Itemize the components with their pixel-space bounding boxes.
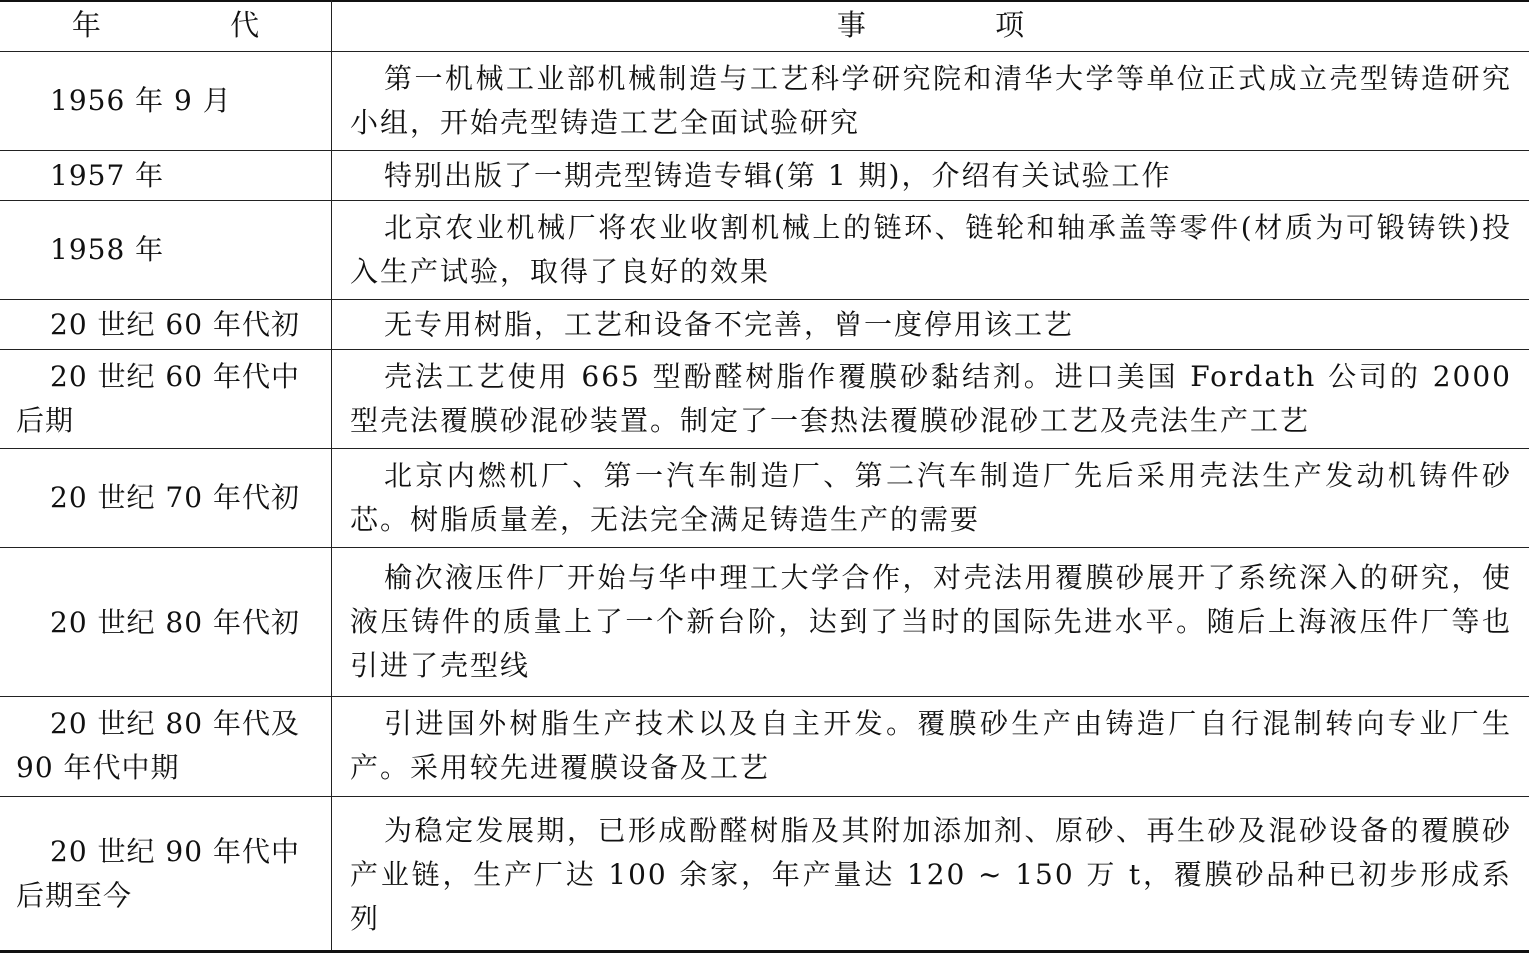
event-cell: 特别出版了一期壳型铸造专辑(第 1 期)，介绍有关试验工作 <box>384 159 1172 192</box>
event-cell: 引进国外树脂生产技术以及自主开发。覆膜砂生产由铸造厂自行混制转向专业厂生产。采用较先进覆膜设备及工艺 <box>350 707 1512 784</box>
period-cell: 1956 年 9 月 <box>50 84 232 117</box>
period-cell: 1957 年 <box>50 159 165 192</box>
period-cell: 20 世纪 70 年代初 <box>50 481 300 514</box>
event-cell: 为稳定发展期，已形成酚醛树脂及其附加添加剂、原砂、再生砂及混砂设备的覆膜砂产业链，生产厂达 100 余家，年产量达 120 ~ 150 万 t，覆膜砂品种已初步形成系列 <box>350 814 1512 935</box>
event-cell: 壳法工艺使用 665 型酚醛树脂作覆膜砂黏结剂。进口美国 Fordath 公司的 2000 型壳法覆膜砂混砂装置。制定了一套热法覆膜砂混砂工艺及壳法生产工艺 <box>350 360 1512 437</box>
period-cell: 20 世纪 60 年代初 <box>50 308 300 341</box>
period-cell: 20 世纪 80 年代及 90 年代中期 <box>16 707 300 784</box>
event-cell: 无专用树脂，工艺和设备不完善，曾一度停用该工艺 <box>384 308 1075 341</box>
event-cell: 北京内燃机厂、第一汽车制造厂、第二汽车制造厂先后采用壳法生产发动机铸件砂芯。树脂质量差，无法完全满足铸造生产的需要 <box>350 459 1512 536</box>
table-row <box>0 350 1529 448</box>
table-row <box>0 151 1529 200</box>
header-event: 事 项 <box>836 8 1085 42</box>
event-cell: 北京农业机械厂将农业收割机械上的链环、链轮和轴承盖等零件(材质为可锻铸铁)投入生产试验，取得了良好的效果 <box>350 211 1512 288</box>
table-row <box>0 697 1529 796</box>
event-cell: 榆次液压件厂开始与华中理工大学合作，对壳法用覆膜砂展开了系统深入的研究，使液压铸件的质量上了一个新台阶，达到了当时的国际先进水平。随后上海液压件厂等也引进了壳型线 <box>350 561 1512 682</box>
event-cell: 第一机械工业部机械制造与工艺科学研究院和清华大学等单位正式成立壳型铸造研究小组，开始壳型铸造工艺全面试验研究 <box>350 62 1512 139</box>
table-row <box>0 548 1529 696</box>
table-row <box>0 201 1529 299</box>
table-row <box>0 797 1529 950</box>
period-cell: 1958 年 <box>50 233 165 266</box>
header-period: 年 代 <box>71 8 320 42</box>
period-cell: 20 世纪 60 年代中后期 <box>16 360 300 437</box>
table-row <box>0 449 1529 547</box>
table-row <box>0 52 1529 150</box>
period-cell: 20 世纪 90 年代中后期至今 <box>16 835 300 912</box>
table-row <box>0 300 1529 349</box>
period-cell: 20 世纪 80 年代初 <box>50 606 300 639</box>
table-bottom-rule <box>0 950 1529 953</box>
